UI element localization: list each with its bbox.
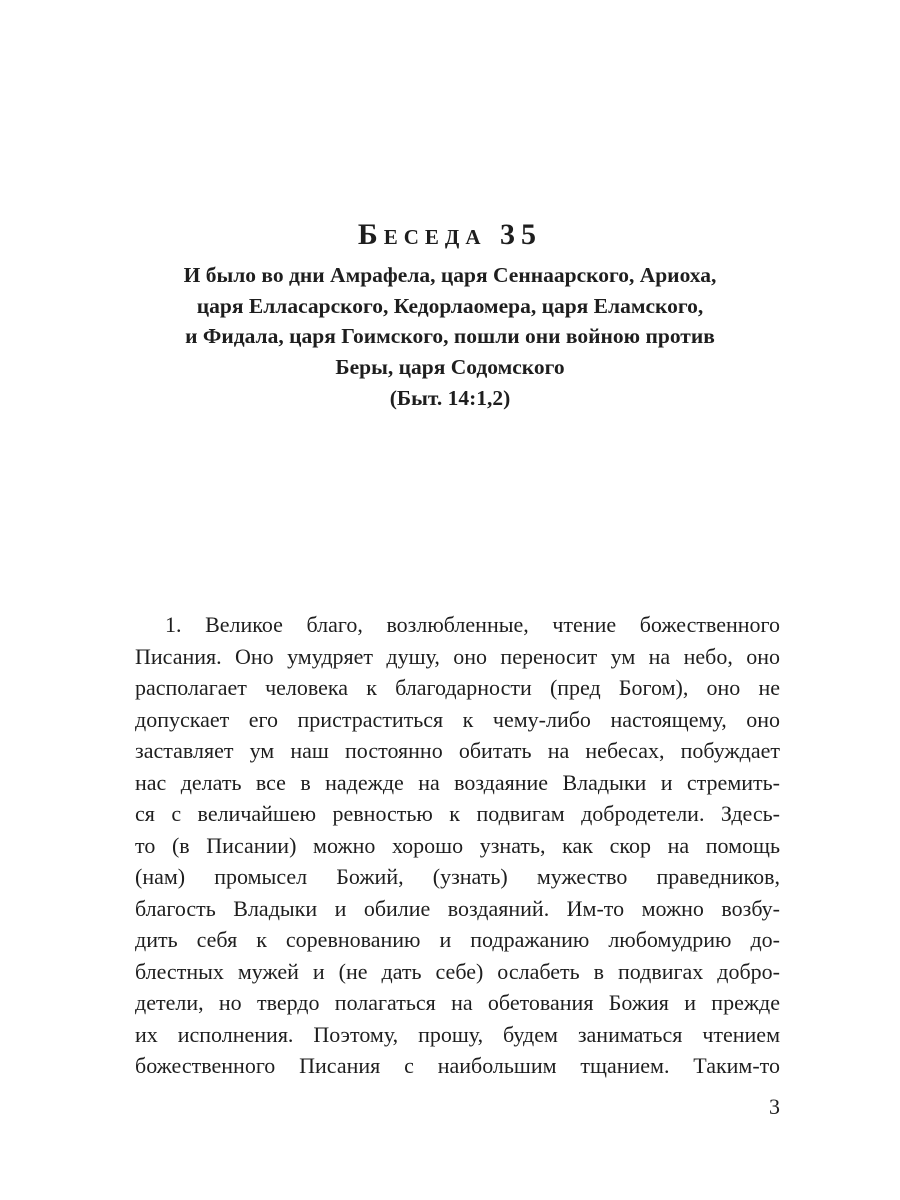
- body-line: Писания. Оно умудряет душу, оно переносит ум на небо, оно: [135, 643, 780, 669]
- body-line: 1. Великое благо, возлюбленные, чтение божественного: [165, 612, 780, 637]
- body-line: то (в Писании) можно хорошо узнать, как скор на помощь: [135, 832, 780, 858]
- epigraph-line: Беры, царя Содомского: [335, 355, 565, 380]
- body-line: располагает человека к благодарности (пред Богом), оно не: [135, 675, 780, 700]
- body-line: нас делать все в надежде на воздаяние Владыки и стремить-: [135, 769, 780, 795]
- body-line: (нам) промысел Божий, (узнать) мужество праведников,: [135, 864, 780, 889]
- chapter-title: Беседа 35: [357, 218, 543, 251]
- body-line: божественного Писания с наибольшим тщанием. Таким-то: [135, 1053, 780, 1078]
- body-line: заставляет ум наш постоянно обитать на небесах, побуждает: [135, 738, 780, 763]
- epigraph-line: И было во дни Амрафела, царя Сеннаарского, Ариоха,: [183, 263, 717, 287]
- body-line: их исполнения. Поэтому, прошу, будем заниматься чтением: [135, 1021, 780, 1047]
- body-line: благость Владыки и обилие воздаяний. Им-то можно возбу-: [135, 895, 780, 921]
- epigraph: [100, 260, 800, 414]
- body-line: дить себя к соревнованию и подражанию любомудрию до-: [135, 927, 780, 952]
- epigraph-reference: (Быт. 14:1,2): [389, 385, 511, 410]
- body-line: допускает его пристраститься к чему-либо настоящему, оно: [135, 706, 780, 732]
- body-line: ся с величайшею ревностью к подвигам добродетели. Здесь-: [135, 801, 780, 826]
- epigraph-line: царя Елласарского, Кедорлаомера, царя Еламского,: [196, 293, 704, 318]
- body-line: блестных мужей и (не дать себе) ослабеть в подвигах добро-: [135, 958, 780, 984]
- page-number: 3: [769, 1094, 780, 1119]
- body-text: [135, 609, 780, 1082]
- body-line: детели, но твердо полагаться на обетования Божия и прежде: [135, 990, 780, 1015]
- epigraph-line: и Фидала, царя Гоимского, пошли они войною против: [185, 324, 715, 349]
